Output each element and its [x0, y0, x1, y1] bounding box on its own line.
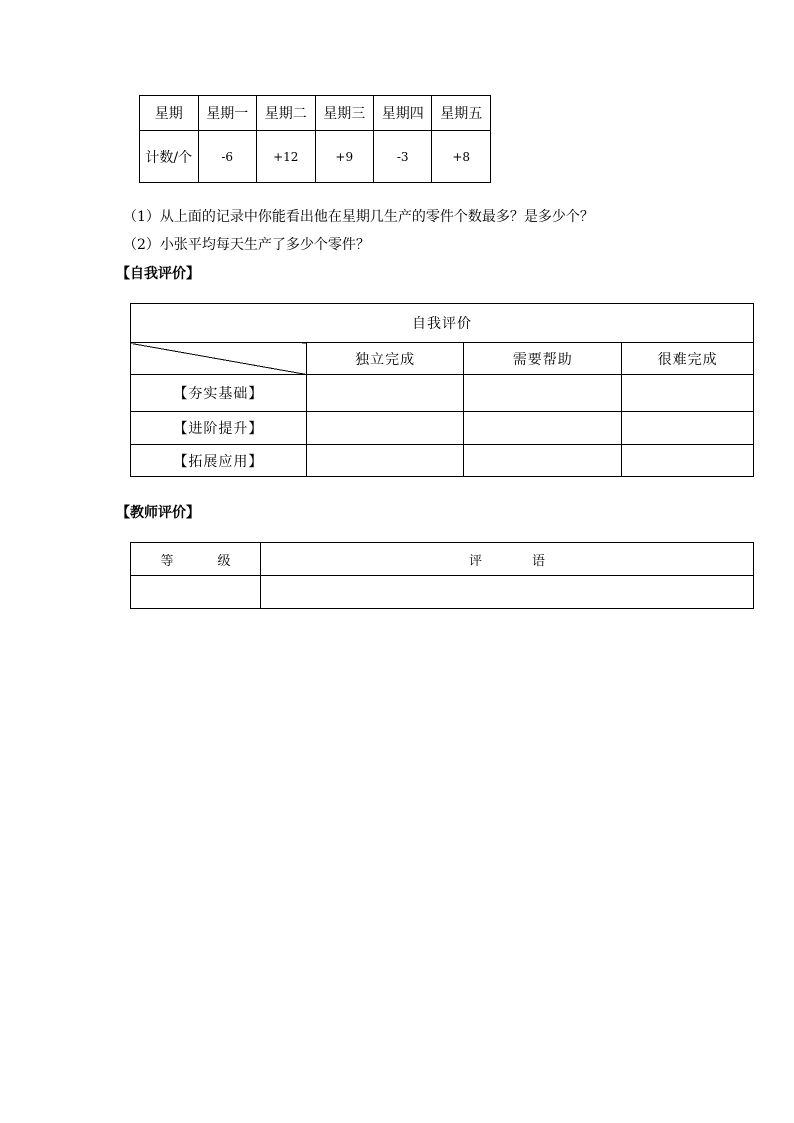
self-eval-title: 【自我评价】: [116, 266, 200, 282]
self-eval-row: [131, 445, 754, 477]
header-cell: 星期三: [315, 96, 373, 131]
grade-label: 等级: [160, 553, 275, 569]
comment-label: 评语: [468, 553, 595, 569]
column-header: 需要帮助: [464, 343, 622, 375]
value-cell: +9: [315, 131, 373, 183]
count-table-header-row: [140, 96, 491, 131]
count-table: [139, 95, 491, 183]
rating-cell[interactable]: [464, 445, 622, 477]
rating-cell[interactable]: [622, 445, 754, 477]
header-cell: 星期二: [256, 96, 315, 131]
row-header: 【进阶提升】: [131, 412, 307, 445]
self-eval-row: [131, 375, 754, 412]
column-header: 很难完成: [622, 343, 754, 375]
rating-cell[interactable]: [464, 412, 622, 445]
row-header: 【夯实基础】: [131, 375, 307, 412]
grade-header-cell: [131, 543, 275, 576]
teacher-eval-title: 【教师评价】: [116, 505, 200, 521]
rating-cell[interactable]: [306, 412, 464, 445]
row-header: 【拓展应用】: [131, 445, 307, 477]
question-2: （2）小张平均每天生产了多少个零件？: [123, 237, 370, 253]
column-header: 独立完成: [306, 343, 464, 375]
self-eval-row: [131, 412, 754, 445]
self-eval-title-row: [131, 304, 754, 343]
rating-cell[interactable]: [622, 375, 754, 412]
header-cell: 星期一: [198, 96, 256, 131]
value-cell: +8: [432, 131, 491, 183]
header-cell: 星期五: [432, 96, 491, 131]
value-cell: -3: [374, 131, 432, 183]
row-label: 计数/个: [140, 131, 199, 183]
rating-cell[interactable]: [464, 375, 622, 412]
header-cell: 星期四: [374, 96, 432, 131]
self-eval-header-row: [131, 343, 754, 375]
value-cell: -6: [198, 131, 256, 183]
comment-header-cell: [261, 543, 754, 576]
teacher-eval-header-row: [131, 543, 754, 576]
teacher-eval-input-row: [131, 576, 754, 609]
diagonal-cell: [131, 343, 307, 375]
grade-input-cell[interactable]: [131, 576, 261, 609]
comment-input-cell[interactable]: [261, 576, 754, 609]
self-eval-table: [130, 303, 754, 477]
rating-cell[interactable]: [306, 445, 464, 477]
question-1: （1）从上面的记录中你能看出他在星期几生产的零件个数最多？是多少个？: [123, 209, 594, 225]
teacher-eval-table: [130, 542, 754, 609]
value-cell: +12: [256, 131, 315, 183]
count-table-value-row: [140, 131, 491, 183]
rating-cell[interactable]: [306, 375, 464, 412]
self-eval-table-title: 自我评价: [131, 304, 754, 343]
header-cell: 星期: [140, 96, 199, 131]
rating-cell[interactable]: [622, 412, 754, 445]
